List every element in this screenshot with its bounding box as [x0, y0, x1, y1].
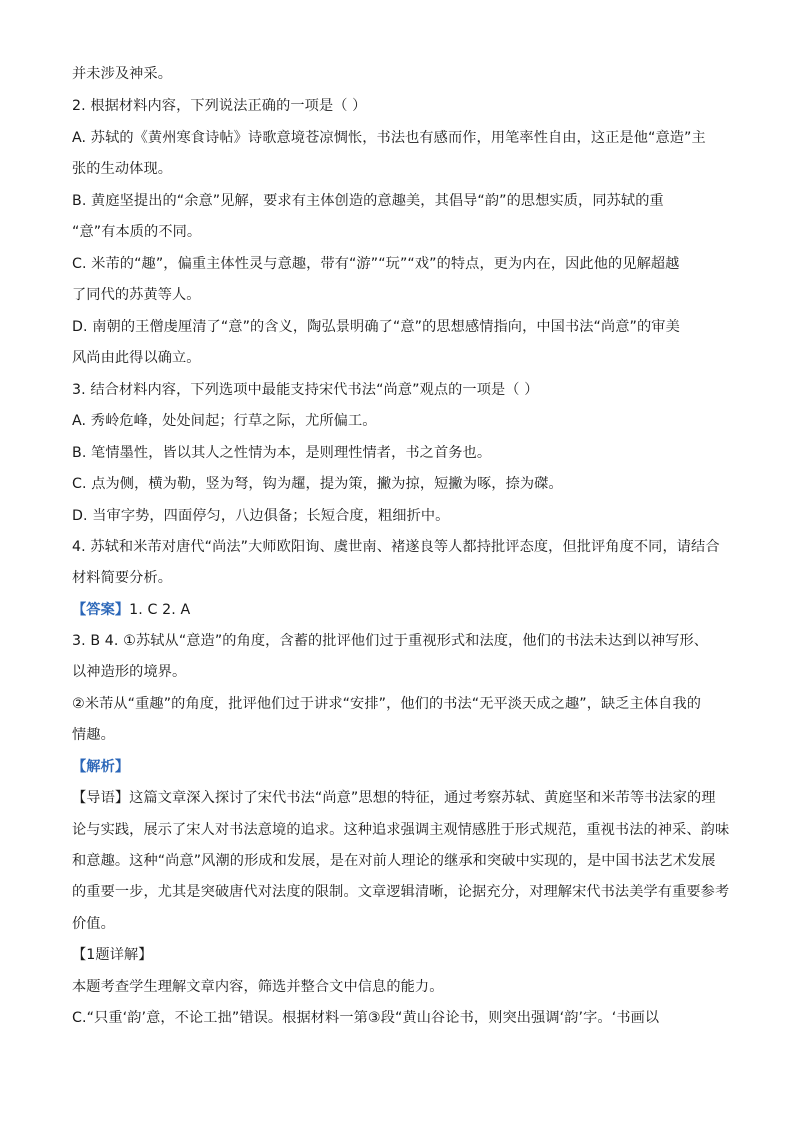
text-line: 并未涉及神采。	[72, 66, 173, 82]
option-2a: A. 苏轼的《黄州寒食诗帖》诗歌意境苍凉惆怅，书法也有感而作，用笔率性自由，这正是他“意造”主	[72, 130, 706, 146]
analysis-line: C.“只重‘韵’意，不论工拙”错误。根据材料一第③段“黄山谷论书，则突出强调‘韵’字。‘书画以	[72, 1010, 660, 1026]
option-2b: B. 黄庭坚提出的“余意”见解，要求有主体创造的意趣美，其倡导“韵”的思想实质，同苏轼的重	[72, 193, 664, 209]
answer-line: 情趣。	[72, 727, 115, 743]
text-line: 风尚由此得以确立。	[72, 350, 201, 366]
answer-first: 1. C 2. A	[129, 602, 191, 618]
analysis-line: 论与实践，展示了宋人对书法意境的追求。这种追求强调主观情感胜于形式规范，重视书法的神采、韵味	[72, 822, 730, 838]
option-2d: D. 南朝的王僧虔厘清了“意”的含义，陶弘景明确了“意”的思想感情指向，中国书法“尚意”的审美	[72, 319, 680, 335]
answer-line: ②米芾从“重趣”的角度，批评他们过于讲求“安排”，他们的书法“无平淡天成之趣”，缺乏主体自我的	[72, 696, 702, 712]
text-line: “意”有本质的不同。	[72, 224, 202, 240]
option-3c: C. 点为侧，横为勒，竖为弩，钩为趯，提为策，撇为掠，短撇为啄，捺为磔。	[72, 476, 563, 492]
option-3b: B. 笔情墨性，皆以其人之性情为本，是则理性情者，书之首务也。	[72, 445, 492, 461]
text-line: 张的生动体现。	[72, 161, 173, 177]
analysis-label: 【解析】	[72, 759, 130, 775]
question-4-stem: 4. 苏轼和米芾对唐代“尚法”大师欧阳询、虞世南、褚遂良等人都持批评态度，但批评角度不同，请结合	[72, 539, 720, 555]
question-3-stem: 3. 结合材料内容，下列选项中最能支持宋代书法“尚意”观点的一项是（ ）	[72, 382, 539, 398]
analysis-line: 的重要一步，尤其是突破唐代对法度的限制。文章逻辑清晰，论据充分，对理解宋代书法美学有重要参考	[72, 884, 730, 900]
answer-second: 3. B 4. ①苏轼从“意造”的角度，含蓄的批评他们过于重视形式和法度，他们的书法未达到以神写形、	[72, 633, 709, 649]
analysis-line: 和意趣。这种“尚意”风潮的形成和发展，是在对前人理论的继承和突破中实现的，是中国书法艺术发展	[72, 853, 716, 869]
detail-heading: 【1题详解】	[72, 947, 153, 963]
answer-row	[72, 600, 190, 620]
text-line: 材料简要分析。	[72, 570, 173, 586]
text-line: 了同代的苏黄等人。	[72, 287, 201, 303]
analysis-line: 价值。	[72, 916, 115, 932]
question-2-stem: 2. 根据材料内容，下列说法正确的一项是（ ）	[72, 98, 367, 114]
analysis-line: 【导语】这篇文章深入探讨了宋代书法“尚意”思想的特征，通过考察苏轼、黄庭坚和米芾等书法家的理	[72, 790, 716, 806]
option-3d: D. 当审字势，四面停匀，八边俱备；长短合度，粗细折中。	[72, 508, 450, 524]
option-3a: A. 秀岭危峰，处处间起；行草之际，尤所偏工。	[72, 413, 377, 429]
analysis-line: 本题考查学生理解文章内容，筛选并整合文中信息的能力。	[72, 979, 444, 995]
answer-line: 以神造形的境界。	[72, 664, 187, 680]
option-2c: C. 米芾的“趣”，偏重主体性灵与意趣，带有“游”“玩”“戏”的特点，更为内在，因此他的见解超越	[72, 256, 680, 272]
answer-label: 【答案】	[72, 602, 130, 618]
